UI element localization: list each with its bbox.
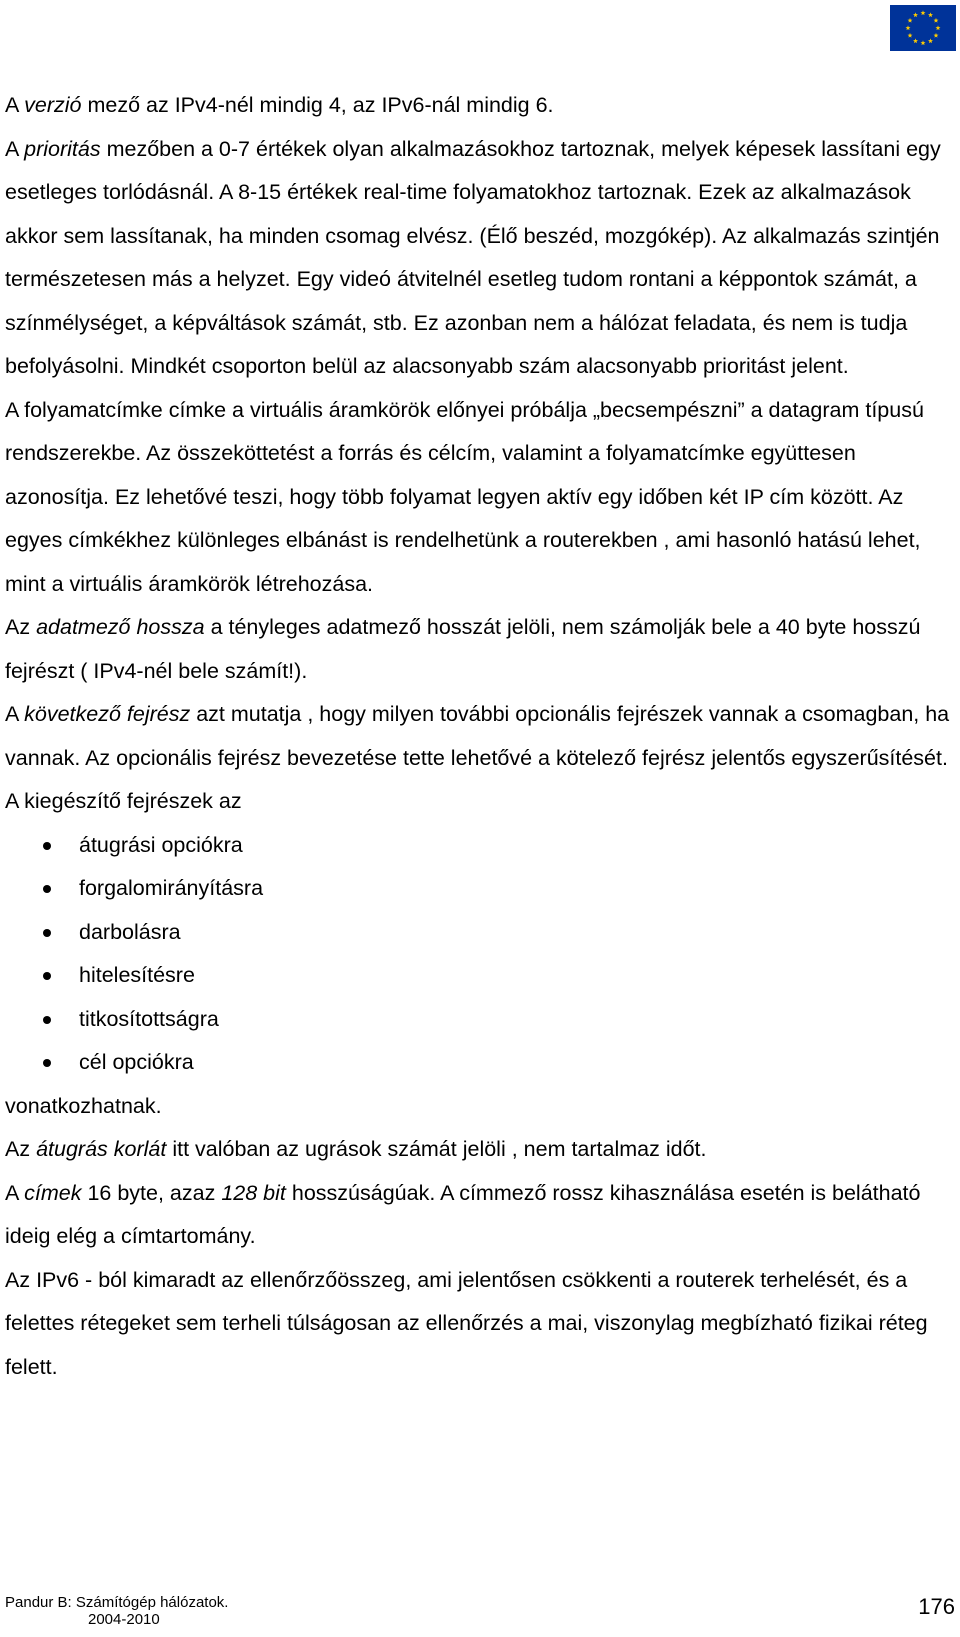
list-item	[5, 954, 955, 998]
paragraph: A címek 16 byte, azaz 128 bit hosszúságúak. A címmező rossz kihasználása esetén is belátható ideig elég a címtartomány.	[5, 1180, 921, 1248]
list-item-label: cél opciókra	[79, 1050, 194, 1074]
bullet-icon	[43, 1059, 51, 1067]
list-item-label: forgalomirányításra	[79, 876, 264, 900]
bullet-icon	[43, 885, 51, 893]
italic-term: adatmező hossza	[36, 615, 205, 639]
paragraph: Az IPv6 - ból kimaradt az ellenőrzőösszeg, ami jelentősen csökkenti a routerek terhelését, és a felettes rétegeket sem terheli túlságosan az ellenőrzés a mai, viszonylag megbízható fizikai réteg felett.	[5, 1267, 928, 1379]
footer-title: Pandur B: Számítógép hálózatok.	[5, 1594, 229, 1611]
list-item-label: titkosítottságra	[79, 1006, 219, 1031]
list-item	[5, 867, 955, 911]
italic-term: prioritás	[24, 136, 101, 161]
bullet-icon	[43, 929, 51, 937]
paragraphs-after-list	[5, 1085, 955, 1390]
paragraph: Az adatmező hossza a tényleges adatmező hosszát jelöli, nem számolják bele a 40 byte hosszú fejrészt ( IPv4-nél bele számít!).	[5, 615, 921, 683]
footer-years: 2004-2010	[88, 1611, 160, 1628]
page-number: 176	[918, 1594, 955, 1619]
bullet-icon	[43, 842, 51, 850]
paragraph: A prioritás mezőben a 0-7 értékek olyan alkalmazásokhoz tartoznak, melyek képesek lassítani egy esetleges torlódásnál. A 8-15 értékek real-time folyamatokhoz tartoznak. Ezek az alkalmazások akkor sem lassítanak, ha minden csomag elvész. (Élő beszéd, mozgókép). Az alkalmazás szintjén természetesen más a helyzet. Egy videó átvitelnél esetleg tudom rontani a képpontok számát, a színmélységet, a képváltások számát, stb. Ez azonban nem a hálózat feladata, és nem is tudja befolyásolni. Mindkét csoporton belül az alacsonyabb szám alacsonyabb prioritást jelent.	[5, 136, 941, 378]
footer-author	[5, 1594, 228, 1628]
list-item	[5, 824, 955, 868]
paragraph: A következő fejrész azt mutatja , hogy milyen további opcionális fejrészek vannak a csomagban, ha vannak. Az opcionális fejrész bevezetése tette lehetővé a kötelező fejrész jelentős egyszerűsítését. A kiegészítő fejrészek az	[5, 702, 950, 813]
paragraph: A verzió mező az IPv4-nél mindig 4, az IPv6-nál mindig 6.	[5, 93, 554, 117]
italic-term: 128 bit	[221, 1180, 286, 1205]
document-body	[5, 84, 955, 1389]
list-item-label: hitelesítésre	[79, 963, 195, 987]
list-item-label: átugrási opciókra	[79, 832, 243, 857]
list-item	[5, 998, 955, 1042]
paragraph: Az átugrás korlát itt valóban az ugrások számát jelöli , nem tartalmaz időt.	[5, 1137, 707, 1161]
italic-term: átugrás korlát	[36, 1137, 167, 1161]
bullet-icon	[43, 972, 51, 980]
paragraph: A folyamatcímke címke a virtuális áramkörök előnyei próbálja „becsempészni” a datagram típusú rendszerekbe. Az összeköttetést a forrás és célcím, valamint a folyamatcímke együttesen azonosítja. Ez lehetővé teszi, hogy több folyamat legyen aktív egy időben két IP cím között. Az egyes címkékhez különleges elbánást is rendelhetünk a routerekben , ami hasonló hatású lehet, mint a virtuális áramkörök létrehozása.	[5, 397, 924, 596]
list-item-label: darbolásra	[79, 919, 181, 944]
paragraph: vonatkozhatnak.	[5, 1093, 162, 1118]
list-item	[5, 911, 955, 955]
list-item	[5, 1041, 955, 1085]
italic-term: következő fejrész	[24, 702, 191, 726]
paragraphs-before-list	[5, 84, 955, 824]
extension-header-list	[5, 824, 955, 1085]
italic-term: verzió	[24, 93, 82, 117]
italic-term: címek	[24, 1180, 82, 1205]
bullet-icon	[43, 1016, 51, 1024]
eu-flag-logo	[890, 5, 956, 51]
